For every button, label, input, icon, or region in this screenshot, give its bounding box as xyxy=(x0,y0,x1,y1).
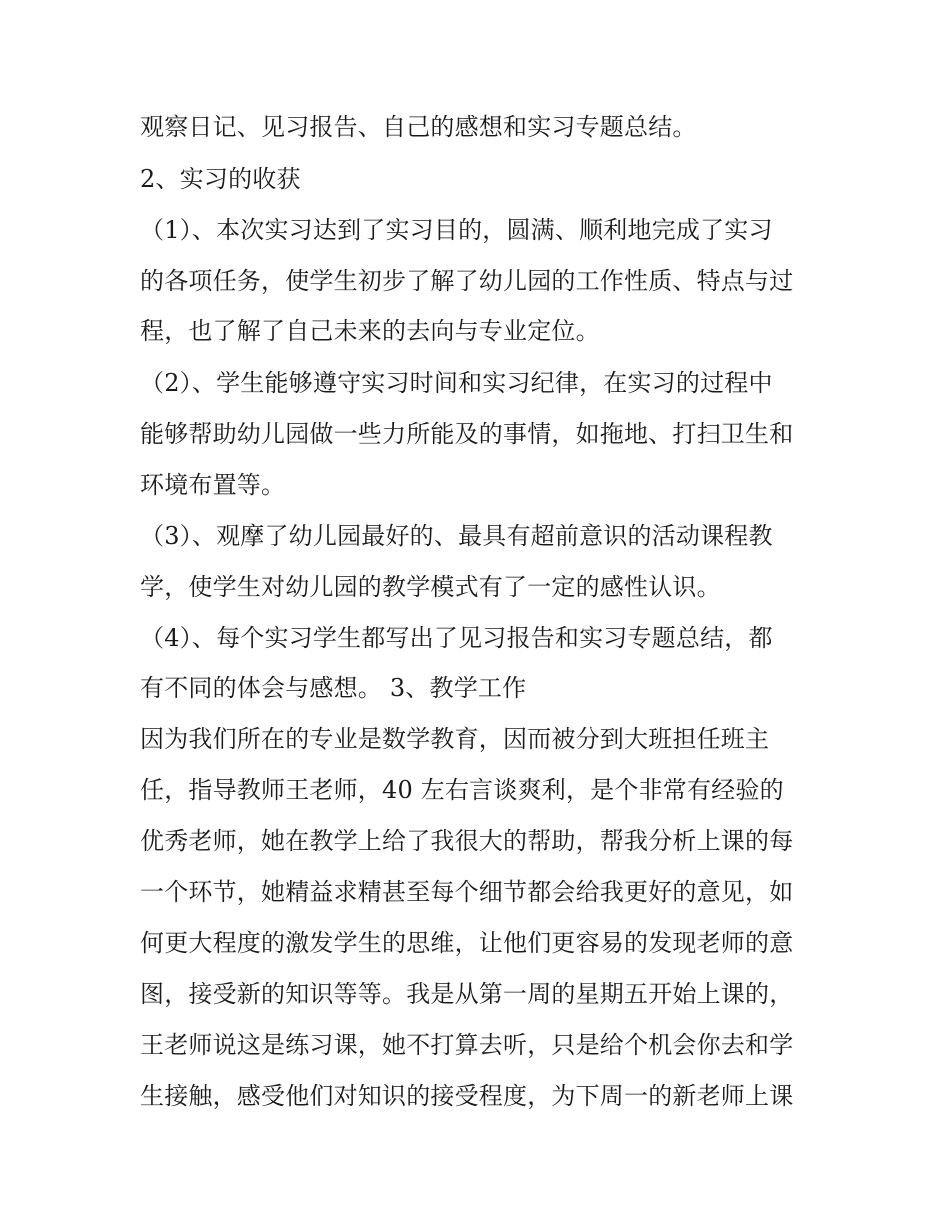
text-line-17: 何更大程度的激发学生的思维，让他们更容易的发现老师的意 xyxy=(140,929,794,957)
text-line-13: 因为我们所在的专业是数学教育，因而被分到大班担任班主 xyxy=(140,725,770,753)
text-line-6: （2）、学生能够遵守实习时间和实习纪律，在实习的过程中 xyxy=(140,369,773,397)
text-line-3: （1）、本次实习达到了实习目的，圆满、顺利地完成了实习 xyxy=(140,216,773,244)
text-line-11: （4）、每个实习学生都写出了见习报告和实习专题总结，都 xyxy=(140,624,773,652)
text-line-9: （3）、观摩了幼儿园最好的、最具有超前意识的活动课程教 xyxy=(140,522,773,550)
text-line-18: 图，接受新的知识等等。我是从第一周的星期五开始上课的， xyxy=(140,980,794,1008)
text-line-20: 生接触，感受他们对知识的接受程度，为下周一的新老师上课 xyxy=(140,1082,794,1110)
text-line-15: 优秀老师，她在教学上给了我很大的帮助，帮我分析上课的每 xyxy=(140,827,794,855)
text-line-4: 的各项任务，使学生初步了解了幼儿园的工作性质、特点与过 xyxy=(140,267,794,295)
text-line-7: 能够帮助幼儿园做一些力所能及的事情，如拖地、打扫卫生和 xyxy=(140,420,794,448)
text-line-16: 一个环节，她精益求精甚至每个细节都会给我更好的意见，如 xyxy=(140,878,794,906)
text-line-14: 任，指导教师王老师，40 左右言谈爽利，是个非常有经验的 xyxy=(140,776,784,804)
text-line-12: 有不同的体会与感想。 3、教学工作 xyxy=(140,674,527,702)
text-line-5: 程，也了解了自己未来的去向与专业定位。 xyxy=(140,317,600,345)
text-line-19: 王老师说这是练习课，她不打算去听，只是给个机会你去和学 xyxy=(140,1031,794,1059)
text-line-8: 环境布置等。 xyxy=(140,471,286,499)
text-line-1: 观察日记、见习报告、自己的感想和实习专题总结。 xyxy=(140,113,697,141)
text-line-10: 学，使学生对幼儿园的教学模式有了一定的感性认识。 xyxy=(140,573,721,601)
section-heading-harvest: 2、实习的收获 xyxy=(140,165,301,193)
